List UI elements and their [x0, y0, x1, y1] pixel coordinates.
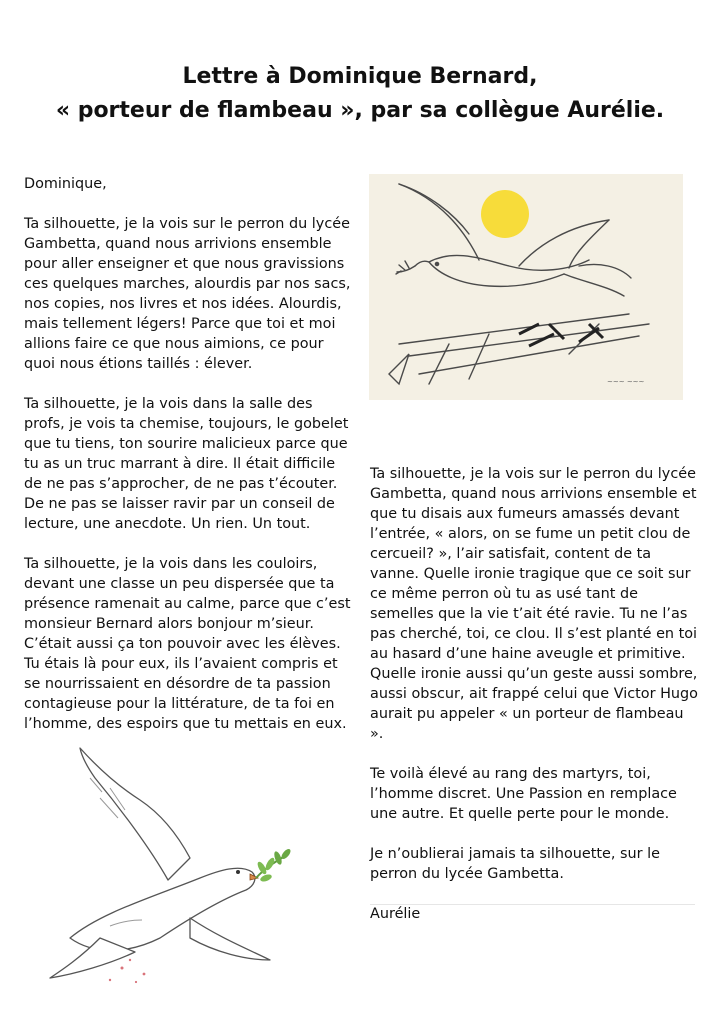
white-dove-image — [40, 738, 300, 988]
paragraph-6: Je n’oublierai jamais ta silhouette, sur le perron du lycée Gambetta. — [370, 846, 660, 882]
title-line-1: Lettre à Dominique Bernard, — [182, 64, 538, 89]
divider — [370, 904, 695, 905]
paragraph-1: Ta silhouette, je la vois sur le perron du lycée Gambetta, quand nous arrivions ensemble pour aller enseigner et que nous gravissions ces quelques marches, alourdis par nos sacs, nos copies, nos livres et nos idées. Alourdis, mais tellement légers! Parce que toi et moi allions faire ce que nous aimions, ce pour quoi nous étions taillés : élever. — [24, 216, 351, 372]
letter-title — [0, 60, 720, 128]
paragraph-3: Ta silhouette, je la vois dans les couloirs, devant une classe un peu dispersée que ta présence ramenait au calme, parce que c’est monsieur Bernard alors bonjour m’sieur. C’était aussi ça ton pouvoir avec les élèves. Tu étais là pour eux, ils l’avaient compris et se nourrissaient en désordre de ta passion contagieuse pour la littérature, de ta foi en l’homme, des espoirs que tu mettais en eux. — [24, 556, 351, 732]
paragraph-4: Ta silhouette, je la vois sur le perron du lycée Gambetta, quand nous arrivions ensemble et que tu disais aux fumeurs amassés devant l’entrée, « alors, on se fume un petit clou de cercueil? », l’air satisfait, content de ta vanne. Quelle ironie tragique que ce soit sur ce même perron où tu as usé tant de semelles que la vie t’ait été ravie. Tu ne l’as pas cherché, toi, ce clou. Il s’est planté en toi au hasard d’une haine aveugle et primitive. Quelle ironie aussi qu’un geste aussi sombre, aussi obscur, ait frappé celui que Victor Hugo aurait pu appeler « un porteur de flambeau ». — [370, 466, 698, 742]
paragraph-5: Te voilà élevé au rang des martyrs, toi, l’homme discret. Une Passion en remplace une autre. Et quelle perte pour le monde. — [370, 766, 677, 822]
salutation: Dominique, — [24, 176, 107, 192]
title-line-2: « porteur de flambeau », par sa collègue Aurélie. — [55, 98, 665, 123]
signature: Aurélie — [370, 906, 421, 922]
left-column — [24, 174, 354, 754]
paragraph-2: Ta silhouette, je la vois dans la salle des profs, je vois ta chemise, toujours, le gobelet que tu tiens, ton sourire malicieux parce que tu as un truc marrant à dire. Il était difficile de ne pas s’approcher, de ne pas t’écouter. De ne pas se laisser ravir par un conseil de lecture, une anecdote. Un rien. Un tout. — [24, 396, 349, 532]
svg-text:~~~ ~~~: ~~~ ~~~ — [607, 378, 645, 386]
dove-drawing-image — [369, 174, 683, 400]
olive-branch-icon — [256, 847, 292, 882]
sun-icon — [481, 190, 529, 238]
right-column — [370, 464, 700, 944]
